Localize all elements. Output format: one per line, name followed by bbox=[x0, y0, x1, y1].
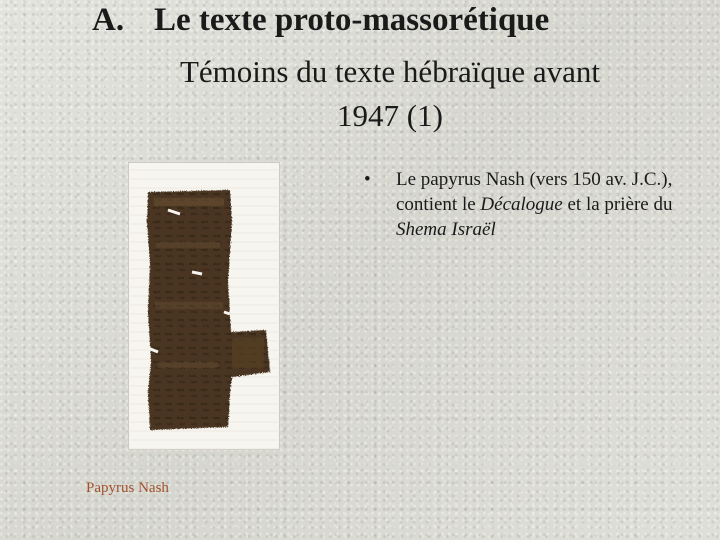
bullet-text-part1: Le papyrus Nash (vers 150 av. J.C.), contient le bbox=[396, 169, 673, 215]
heading-text: Le texte proto-massorétique bbox=[154, 2, 550, 38]
slide-title bbox=[92, 2, 549, 39]
image-caption: Papyrus Nash bbox=[86, 480, 169, 496]
bullet-italic-shema: Shema Israël bbox=[396, 219, 496, 240]
bullet-text-part2: et la prière du bbox=[562, 194, 673, 215]
subtitle-line-1: Témoins du texte hébraïque avant bbox=[179, 54, 601, 89]
bullet-text bbox=[396, 167, 696, 242]
subtitle-line-2: 1947 (1) bbox=[337, 98, 443, 133]
heading-number: A. bbox=[92, 2, 125, 38]
papyrus-photo bbox=[128, 162, 280, 450]
slide-subtitle bbox=[60, 50, 720, 138]
papyrus-image bbox=[128, 162, 280, 450]
bullet-marker: • bbox=[364, 169, 371, 190]
bullet-italic-decalogue: Décalogue bbox=[480, 194, 563, 215]
